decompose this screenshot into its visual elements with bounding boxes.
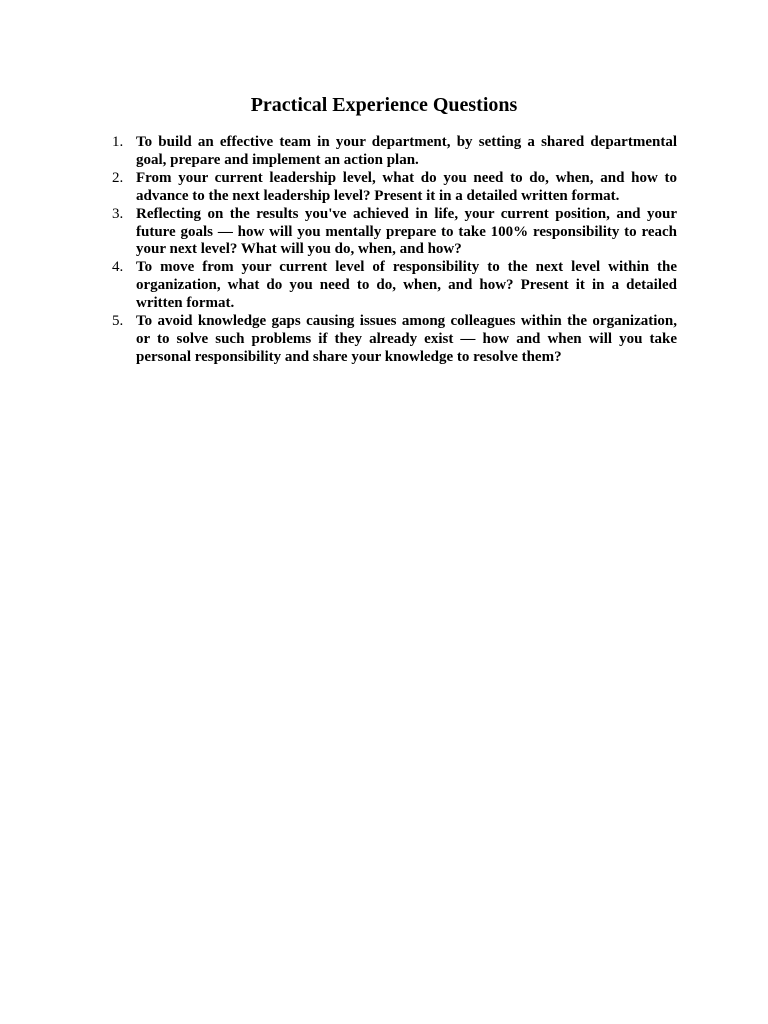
item-text: From your current leadership level, what do you need to do, when, and how to advance to the next leadership level? Present it in a detailed written format. — [136, 169, 677, 204]
item-number: 2. — [112, 169, 124, 186]
item-text: Reflecting on the results you've achieved in life, your current position, and your future goals — how will you mentally prepare to take 100% responsibility to reach your next level? What will you do, when, and how? — [136, 205, 677, 258]
list-item — [104, 206, 677, 260]
item-text: To move from your current level of responsibility to the next level within the organization, what do you need to do, when, and how? Present it in a detailed written format. — [136, 259, 677, 312]
list-item — [104, 259, 677, 313]
list-item — [104, 170, 677, 206]
list-item — [104, 134, 677, 170]
list-item — [104, 313, 677, 367]
item-number: 1. — [112, 134, 124, 150]
questions-list — [104, 134, 677, 367]
item-text: To avoid knowledge gaps causing issues among colleagues within the organization, or to solve such problems if they already exist — how and when will you take personal responsibility and share your knowledge to resolve them? — [136, 313, 677, 365]
item-number: 5. — [112, 313, 124, 330]
page-title: Practical Experience Questions — [250, 94, 518, 116]
item-number: 4. — [112, 259, 124, 276]
item-text: To build an effective team in your department, by setting a shared departmental goal, prepare and implement an action plan. — [136, 134, 677, 168]
item-number: 3. — [112, 205, 124, 222]
